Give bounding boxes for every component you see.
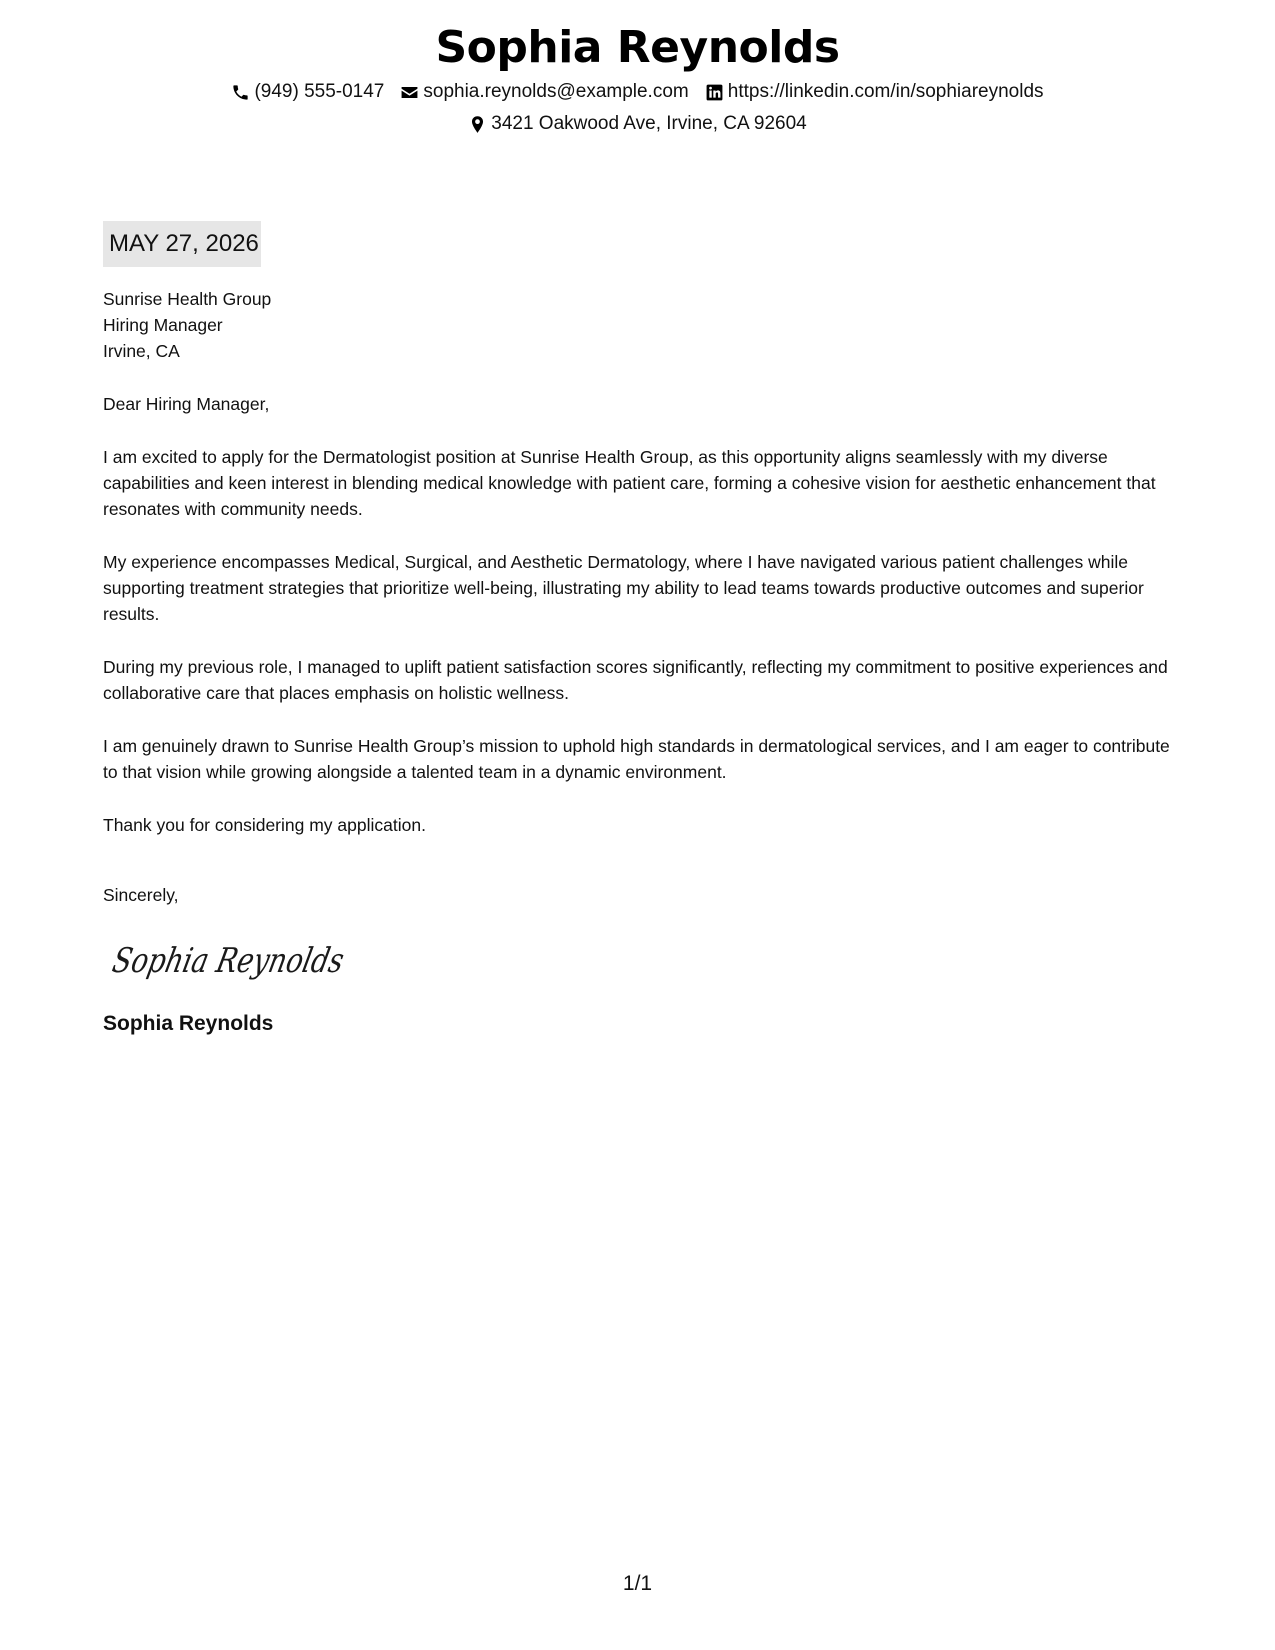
closing: Sincerely, [103,885,179,905]
phone-icon [231,83,250,102]
linkedin-icon [705,83,724,102]
paragraph: I am excited to apply for the Dermatologist position at Sunrise Health Group, as this opportunity aligns seamlessly with my diverse capabilities and keen interest in blending medical knowledge with patient care, forming a cohesive vision for aesthetic enhancement that resonates with community needs. [103,447,1156,519]
salutation: Dear Hiring Manager, [103,394,270,414]
map-marker-icon [468,115,487,134]
recipient-location: Irvine, CA [103,341,180,361]
paragraph: I am genuinely drawn to Sunrise Health Group’s mission to uphold high standards in dermatological services, and I am eager to contribute to that vision while growing alongside a talented team in a dynamic environment. [103,736,1170,782]
linkedin-contact[interactable] [705,80,1044,104]
page-number: 1/1 [622,1572,653,1595]
envelope-icon [400,83,419,102]
phone-contact [231,80,384,104]
linkedin-link[interactable]: https://linkedin.com/in/sophiareynolds [727,81,1044,102]
letter-body [103,221,1173,1038]
address-contact [468,112,806,136]
signer-name: Sophia Reynolds [103,1012,274,1035]
recipient-title: Hiring Manager [103,315,223,335]
handwritten-signature [109,934,1173,986]
signature-text: Sophia Reynolds [109,941,405,981]
recipient-block [103,286,1173,364]
paragraph: My experience encompasses Medical, Surgical, and Aesthetic Dermatology, where I have navigated various patient challenges while supporting treatment strategies that prioritize well-being, illustrating my ability to lead teams towards productive outcomes and superior results. [103,552,1144,624]
paragraph: During my previous role, I managed to uplift patient satisfaction scores significantly, reflecting my commitment to positive experiences and collaborative care that places emphasis on holistic wellness. [103,657,1168,703]
letter-header [0,20,1275,136]
recipient-company: Sunrise Health Group [103,289,272,309]
contact-row-primary [0,80,1275,104]
paragraph: Thank you for considering my application. [103,815,426,835]
contact-row-address [0,112,1275,136]
phone-text: (949) 555-0147 [254,81,385,102]
email-contact[interactable] [400,80,688,104]
email-text[interactable]: sophia.reynolds@example.com [423,81,689,102]
letter-date: MAY 27, 2026 [103,221,261,267]
address-text: 3421 Oakwood Ave, Irvine, CA 92604 [491,113,807,134]
applicant-name: Sophia Reynolds [435,22,840,73]
signature-image [109,934,405,986]
